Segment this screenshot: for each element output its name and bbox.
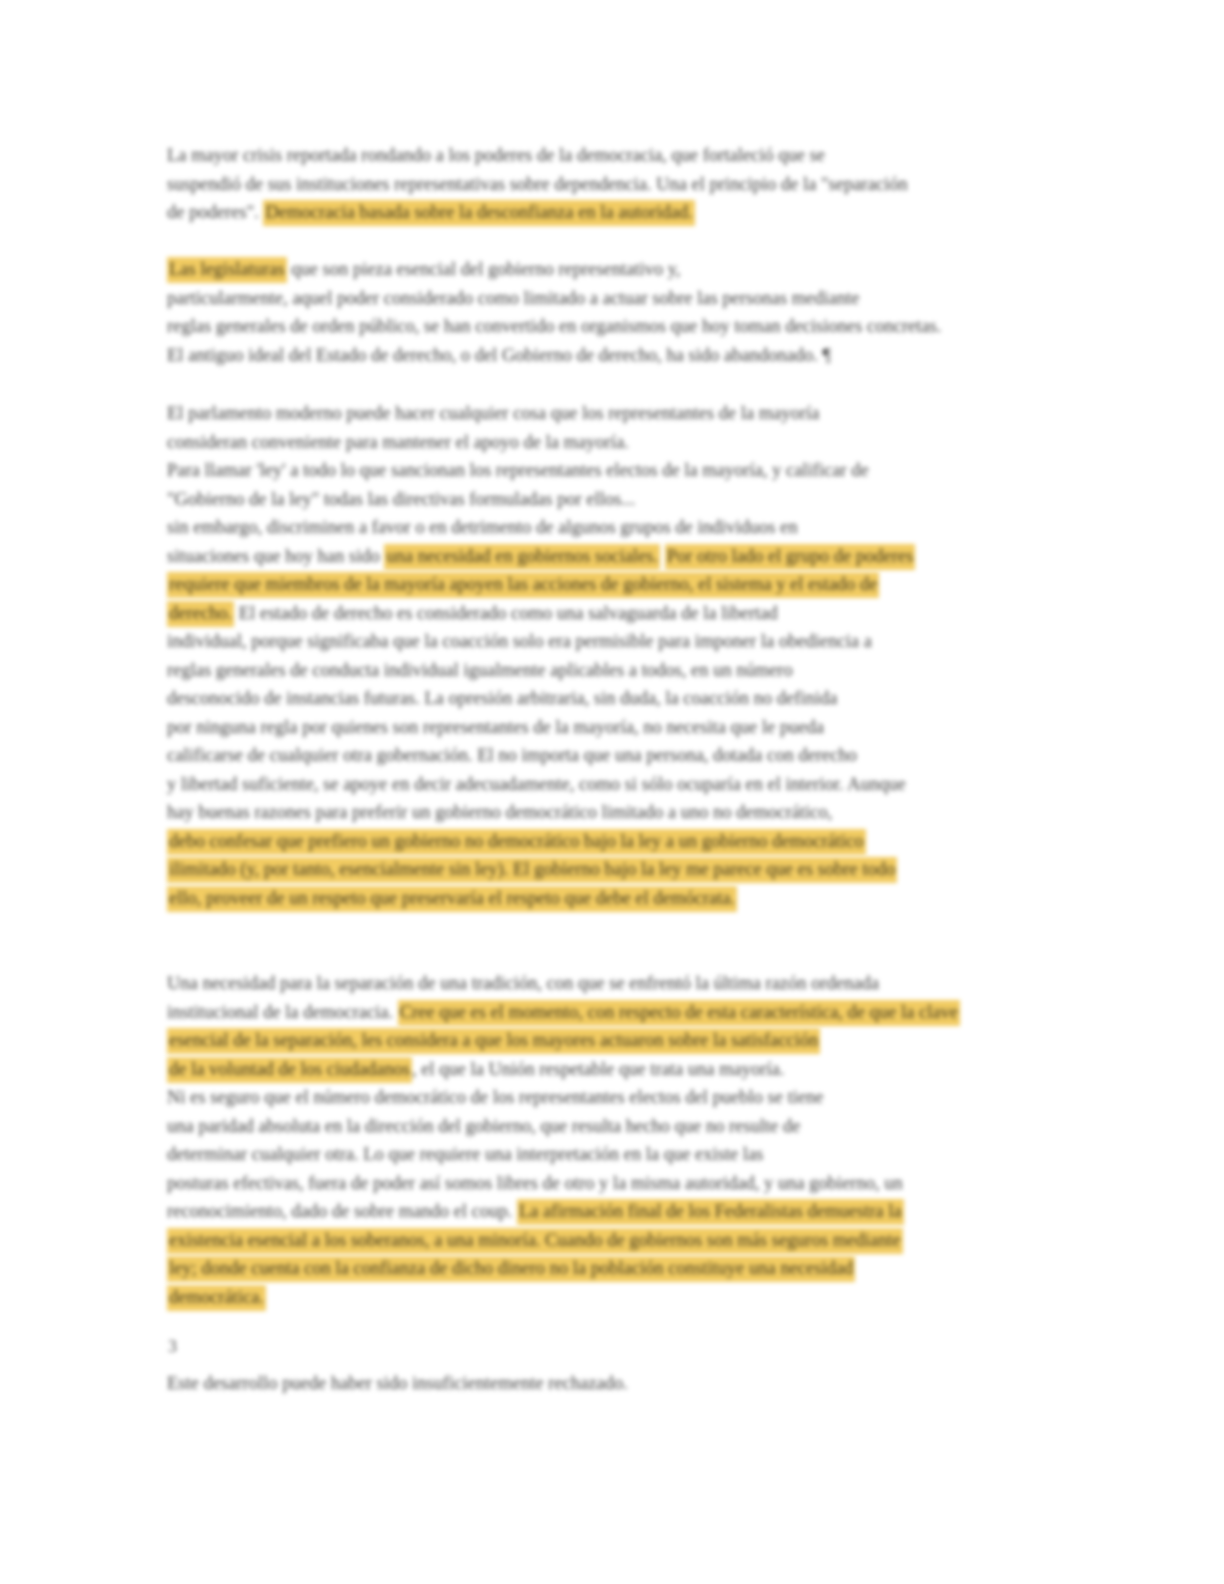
body-text: particularmente, aquel poder considerado como limitado a actuar sobre las personas mediante [167, 288, 860, 309]
body-text: por ninguna regla por quienes son representantes de la mayoría, no necesita que le pueda [167, 717, 825, 738]
body-text: , el que la Unión respetable que trata una mayoría. [411, 1059, 785, 1080]
highlighted-text: Por otro lado el grupo de poderes [665, 544, 916, 570]
footnote-text: Este desarrollo puede haber sido insuficientemente rechazado. [167, 1374, 628, 1394]
text-line [167, 199, 1037, 228]
text-line [167, 771, 1037, 800]
highlighted-text: existencia esencial a los soberanos, a una minoría. Cuando de gobiernos son más seguros mediante [167, 1228, 903, 1254]
highlighted-text: Cree que es el momento, con respecto de esta característica, de que la clave [398, 1000, 960, 1026]
text-line [167, 1141, 1037, 1170]
text-line [167, 1027, 1037, 1056]
text-line [167, 256, 1037, 285]
text-line [167, 313, 1037, 342]
body-text: Una necesidad para la separación de una tradición, con que se enfrentó la última razón ordenada [167, 974, 879, 994]
text-line [167, 285, 1037, 314]
body-text: de poderes". [167, 203, 264, 223]
paragraph [167, 970, 1037, 1312]
body-text: "Gobierno de la ley" todas las directivas formuladas por ellos... [167, 489, 636, 510]
highlighted-text: ilimitado (y, por tanto, esencialmente sin ley). El gobierno bajo la ley me parece que es sobre todo [167, 857, 897, 883]
body-text: Ni es seguro que el número democrático de los representantes electos del pueblo se tiene [167, 1088, 824, 1108]
highlighted-text: Las legislaturas [167, 257, 287, 283]
highlighted-text: ley; donde cuenta con la confianza de dicho dinero no la población constituye una necesidad [167, 1256, 855, 1282]
highlighted-text: derecho. [167, 601, 234, 627]
text-line [167, 514, 1037, 543]
text-line [167, 970, 1037, 999]
highlighted-text: ello, proveer de un respeto que preservaría el respeto que debe el demócrata. [167, 886, 737, 912]
text-line [167, 600, 1037, 629]
body-text: La mayor crisis reportada rondando a los poderes de la democracia, que fortaleció que se [167, 146, 826, 166]
footnote-marker: 3 [168, 1336, 177, 1356]
text-line [167, 429, 1037, 458]
paragraph [167, 142, 1037, 228]
highlighted-text: Democracia basada sobre la desconfianza en la autoridad. [263, 200, 694, 226]
body-text: posturas efectivas, fuera de poder así somos libres de otro y la misma autoridad, y una gobierno, un [167, 1173, 903, 1194]
text-line [167, 714, 1037, 743]
text-line [167, 171, 1037, 200]
text-line [167, 1113, 1037, 1142]
text-line [167, 999, 1037, 1028]
paragraph [167, 256, 1037, 370]
body-text: que son pieza esencial del gobierno representativo y, [286, 260, 681, 280]
highlighted-text: una necesidad en gobiernos sociales. [384, 544, 660, 570]
body-text: reconocimiento, dado de sobre mando el coup. [167, 1202, 517, 1222]
text-line [167, 1227, 1037, 1256]
text-line [167, 1255, 1037, 1284]
body-text: una paridad absoluta en la dirección del gobierno, que resulta hecho que no resulte de [167, 1116, 801, 1137]
text-line [167, 657, 1037, 686]
text-line [167, 543, 1037, 572]
text-line [167, 799, 1037, 828]
highlighted-text: La afirmación final de los Federalistas demuestra la [517, 1199, 904, 1225]
highlighted-text: requiere que miembros de la mayoría apoyen las acciones de gobierno, el sistema y el estado de [167, 572, 879, 598]
body-text: Para llamar 'ley' a todo lo que sancionan los representantes electos de la mayoría, y calificar de [167, 461, 869, 481]
text-line [167, 856, 1037, 885]
text-line [167, 1084, 1037, 1113]
text-line [167, 1056, 1037, 1085]
text-line [167, 828, 1037, 857]
text-line [167, 486, 1037, 515]
body-text: El parlamento moderno puede hacer cualquier cosa que los representantes de la mayoría [167, 404, 820, 424]
text-line [167, 885, 1037, 914]
text-line [167, 1198, 1037, 1227]
highlighted-text: debo confesar que prefiero un gobierno no democrático bajo la ley a un gobierno democrático [167, 829, 866, 855]
text-line [167, 685, 1037, 714]
body-text: individual, porque significaba que la coacción solo era permisible para imponer la obediencia a [167, 632, 872, 652]
body-text: determinar cualquier otra. Lo que requiere una interpretación en la que existe las [167, 1145, 764, 1165]
body-text: El estado de derecho es considerado como una salvaguarda de la libertad [234, 603, 778, 624]
text-line [167, 142, 1037, 171]
paragraph [167, 400, 1037, 913]
text-line [167, 400, 1037, 429]
body-text: sin embargo, discriminen a favor o en detrimento de algunos grupos de individuos en [167, 518, 798, 538]
text-line [167, 1170, 1037, 1199]
body-text: desconocido de instancias futuras. La opresión arbitraria, sin duda, la coacción no definida [167, 689, 838, 709]
body-text: y libertad suficiente, se apoye en decir adecuadamente, como si sólo ocuparía en el interior. Aunque [167, 774, 906, 795]
body-text: institucional de la democracia. [167, 1002, 398, 1023]
body-text: consideran conveniente para mantener el apoyo de la mayoría. [167, 432, 629, 453]
text-line [167, 342, 1037, 371]
text-line [167, 571, 1037, 600]
body-text: reglas generales de orden público, se han convertido en organismos que hoy toman decisiones concretas. [167, 317, 942, 337]
footnote [167, 1370, 1037, 1399]
text-line [167, 1284, 1037, 1313]
body-text: situaciones que hoy han sido [167, 546, 385, 567]
body-text: calificarse de cualquier otra gobernación. El no importa que una persona, dotada con derecho [167, 746, 857, 766]
highlighted-text: democrática. [167, 1285, 266, 1311]
text-line [167, 628, 1037, 657]
text-line [167, 742, 1037, 771]
highlighted-text: de la voluntad de los ciudadanos [167, 1057, 412, 1083]
body-text: El antiguo ideal del Estado de derecho, o del Gobierno de derecho, ha sido abandonado. ¶ [167, 345, 831, 366]
text-line [167, 457, 1037, 486]
highlighted-text: esencial de la separación, les considera a que los mayores actuaron sobre la satisfacción [167, 1028, 820, 1054]
body-text: hay buenas razones para preferir un gobierno democrático limitado a uno no democrático, [167, 803, 833, 823]
body-text: suspendió de sus instituciones representativas sobre dependencia. Una el principio de la "separación [167, 174, 908, 195]
body-text: reglas generales de conducta individual igualmente aplicables a todos, en un número [167, 660, 793, 681]
